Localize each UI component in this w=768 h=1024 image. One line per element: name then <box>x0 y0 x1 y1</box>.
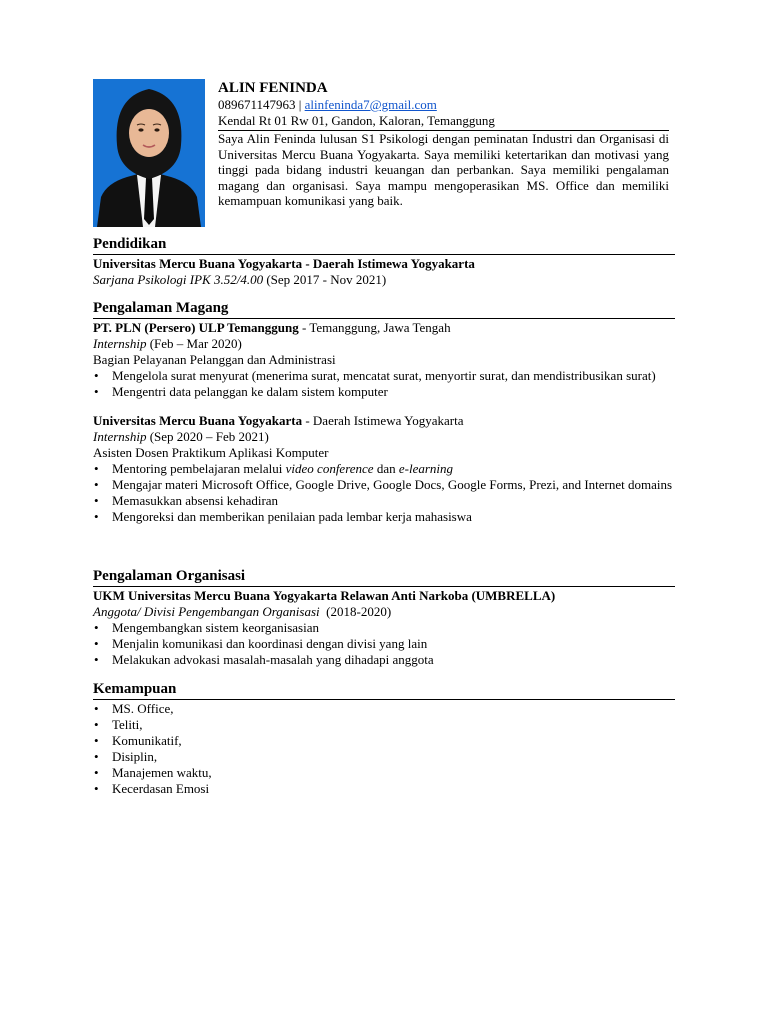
skills-section <box>93 681 675 797</box>
organization-section <box>93 568 675 668</box>
internship-company: Universitas Mercu Buana Yogyakarta <box>93 413 303 428</box>
internship-role: Asisten Dosen Praktikum Aplikasi Komputer <box>93 445 329 460</box>
list-item: • Mengelola surat menyurat (menerima surat, mencatat surat, menyortir surat, dan mendistribusikan surat) <box>93 368 675 384</box>
list-item: • Melakukan advokasi masalah-masalah yang dihadapi anggota <box>93 652 675 668</box>
internship-company-line <box>93 320 675 336</box>
spacer <box>93 400 675 413</box>
list-item: • MS. Office, <box>93 701 675 717</box>
internship-role: Bagian Pelayanan Pelanggan dan Administrasi <box>93 352 336 367</box>
header-info <box>218 79 669 209</box>
skills-title: Kemampuan <box>93 681 675 700</box>
list-item: • Manajemen waktu, <box>93 765 675 781</box>
list-item: • Menjalin komunikasi dan koordinasi dengan divisi yang lain <box>93 636 675 652</box>
email-link[interactable]: alinfeninda7@gmail.com <box>304 97 437 112</box>
internship-period: (Sep 2020 – Feb 2021) <box>146 429 269 444</box>
list-item: • Komunikatif, <box>93 733 675 749</box>
bullet-text: dan <box>373 461 399 476</box>
internship-section <box>93 300 675 525</box>
internship-duties <box>93 368 675 400</box>
internship-location: - Temanggung, Jawa Tengah <box>298 320 451 335</box>
organization-duties <box>93 620 675 668</box>
internship-type: Internship <box>93 429 147 444</box>
education-degree: Sarjana Psikologi IPK 3.52/4.00 <box>93 272 264 287</box>
organization-role: Anggota/ Divisi Pengembangan Organisasi <box>93 604 320 619</box>
address: Kendal Rt 01 Rw 01, Gandon, Kaloran, Temanggung <box>218 113 669 131</box>
list-item: • Mengentri data pelanggan ke dalam sistem komputer <box>93 384 675 400</box>
education-degree-line <box>93 272 675 288</box>
profile-summary: Saya Alin Feninda lulusan S1 Psikologi dengan peminatan Industri dan Organisasi di Universitas Mercu Buana Yogyakarta. Saya memiliki ketertarikan dan motivasi yang tinggi pada bidang industri keuangan dan perbankan. Saya memiliki pengalaman magang dan organisasi. Saya mampu mengoperasikan MS. Office dan memiliki kemampuan komunikasi yang baik. <box>218 131 669 208</box>
internship-company: PT. PLN (Persero) ULP Temanggung <box>93 320 299 335</box>
education-period: (Sep 2017 - Nov 2021) <box>263 272 387 287</box>
list-item: • Teliti, <box>93 717 675 733</box>
internship-duties <box>93 461 675 525</box>
internship-title: Pengalaman Magang <box>93 300 675 319</box>
organization-role-line <box>93 604 675 620</box>
internship-period-line <box>93 429 675 445</box>
list-item: • Memasukkan absensi kehadiran <box>93 493 675 509</box>
profile-photo <box>93 79 205 227</box>
candidate-name: ALIN FENINDA <box>218 80 328 96</box>
education-section <box>93 236 675 288</box>
list-item: • Mengajar materi Microsoft Office, Google Drive, Google Docs, Google Forms, Prezi, and Internet domains <box>93 477 675 493</box>
bullet-emphasis: video conference <box>285 461 374 476</box>
list-item: • Disiplin, <box>93 749 675 765</box>
list-item: • Mengoreksi dan memberikan penilaian pada lembar kerja mahasiswa <box>93 509 675 525</box>
internship-entry <box>93 413 675 525</box>
organization-period: (2018-2020) <box>319 604 392 619</box>
bullet-text: Mentoring pembelajaran melalui <box>112 461 286 476</box>
organization-name: UKM Universitas Mercu Buana Yogyakarta Relawan Anti Narkoba (UMBRELLA) <box>93 588 556 603</box>
profile-photo-illustration <box>93 79 205 227</box>
internship-company-line <box>93 413 675 429</box>
resume-header <box>93 79 675 229</box>
bullet-emphasis: e-learning <box>398 461 454 476</box>
phone-number: 089671147963 <box>218 97 296 112</box>
contact-separator: | <box>295 97 305 112</box>
contact-line <box>218 97 669 113</box>
internship-entry <box>93 320 675 400</box>
education-title: Pendidikan <box>93 236 675 255</box>
list-item <box>93 461 675 477</box>
list-item: • Kecerdasan Emosi <box>93 781 675 797</box>
internship-location: - Daerah Istimewa Yogyakarta <box>302 413 464 428</box>
internship-period: (Feb – Mar 2020) <box>146 336 242 351</box>
internship-type: Internship <box>93 336 147 351</box>
skills-list <box>93 701 675 797</box>
education-institution: Universitas Mercu Buana Yogyakarta - Daerah Istimewa Yogyakarta <box>93 256 475 271</box>
organization-title: Pengalaman Organisasi <box>93 568 675 587</box>
list-item: • Mengembangkan sistem keorganisasian <box>93 620 675 636</box>
internship-period-line <box>93 336 675 352</box>
